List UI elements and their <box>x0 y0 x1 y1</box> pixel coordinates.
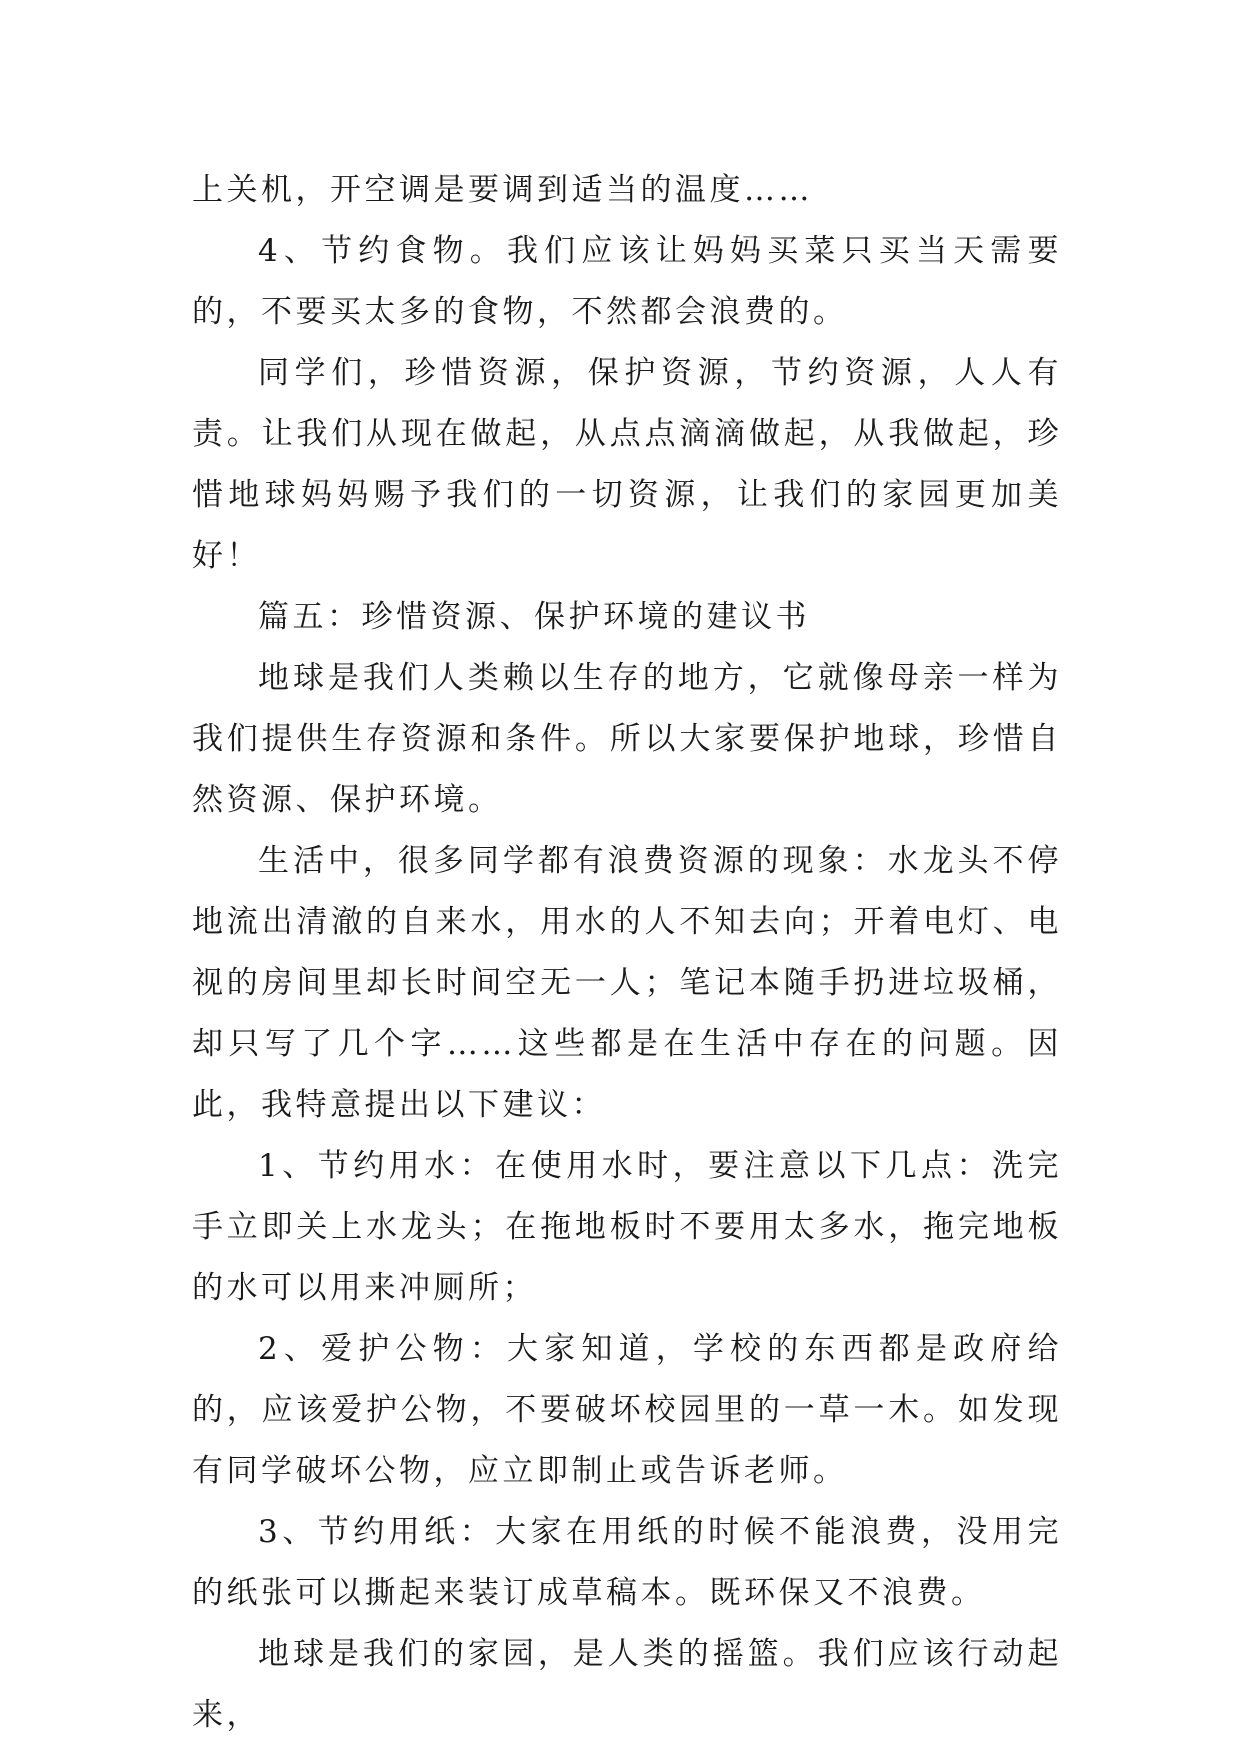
paragraph-appeal: 同学们，珍惜资源，保护资源，节约资源，人人有责。让我们从现在做起，从点点滴滴做起，从我做起，珍惜地球妈妈赐予我们的一切资源，让我们的家园更加美好！ <box>192 355 1062 574</box>
paragraph-continuation: 上关机，开空调是要调到适当的温度…… <box>192 172 813 208</box>
section-heading: 篇五：珍惜资源、保护环境的建议书 <box>258 599 810 635</box>
paragraph-earth-intro: 地球是我们人类赖以生存的地方，它就像母亲一样为我们提供生存资源和条件。所以大家要保护地球，珍惜自然资源、保护环境。 <box>192 660 1062 818</box>
paragraph-protect-property: 2、爱护公物：大家知道，学校的东西都是政府给的，应该爱护公物，不要破坏校园里的一草一木。如发现有同学破坏公物，应立即制止或告诉老师。 <box>192 1331 1062 1489</box>
paragraph-save-paper: 3、节约用纸：大家在用纸的时候不能浪费，没用完的纸张可以撕起来装订成草稿本。既环保又不浪费。 <box>192 1514 1062 1611</box>
paragraph-save-water: 1、节约用水：在使用水时，要注意以下几点：洗完手立即关上水龙头；在拖地板时不要用太多水，拖完地板的水可以用来冲厕所； <box>192 1148 1062 1306</box>
paragraph-conclusion: 地球是我们的家园，是人类的摇篮。我们应该行动起来， <box>192 1636 1062 1733</box>
paragraph-save-food: 4、节约食物。我们应该让妈妈买菜只买当天需要的，不要买太多的食物，不然都会浪费的。 <box>192 233 1062 330</box>
document-body <box>192 160 1062 1746</box>
paragraph-waste-phenomena: 生活中，很多同学都有浪费资源的现象：水龙头不停地流出清澈的自来水，用水的人不知去向；开着电灯、电视的房间里却长时间空无一人；笔记本随手扔进垃圾桶，却只写了几个字……这些都是在生活中存在的问题。因此，我特意提出以下建议： <box>192 843 1062 1123</box>
